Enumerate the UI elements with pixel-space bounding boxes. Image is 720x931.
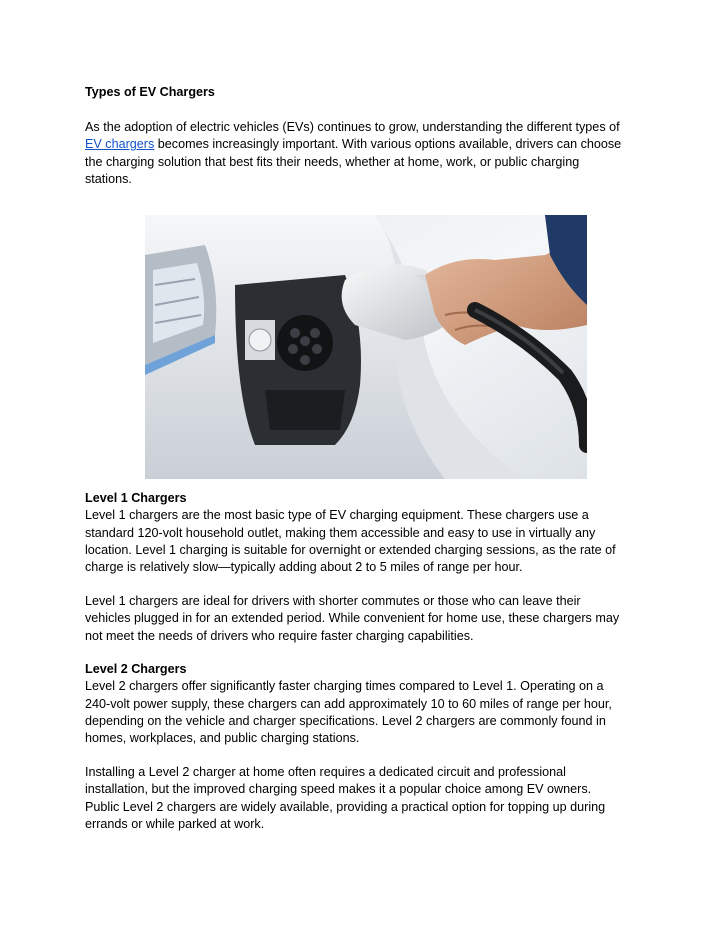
paragraph-line: Installing a Level 2 charger at home often requires a dedicated circuit and professional	[85, 765, 566, 779]
paragraph-line: errands or while parked at work.	[85, 816, 265, 831]
intro-line: the charging solution that best fits their needs, whether at home, work, or public charging	[85, 154, 580, 169]
intro-line: As the adoption of electric vehicles (EVs) continues to grow, understanding the different types of	[85, 120, 620, 134]
intro-line	[85, 136, 645, 153]
paragraph-line: Public Level 2 chargers are widely available, providing a practical option for topping up during	[85, 799, 606, 814]
paragraph-line: Level 2 chargers offer significantly faster charging times compared to Level 1. Operating on a	[85, 679, 604, 694]
paragraph-line: not meet the needs of drivers who require faster charging capabilities.	[85, 628, 474, 643]
page-title: Types of EV Chargers	[85, 85, 215, 99]
paragraph-line: 240-volt power supply, these chargers can add approximately 10 to 60 miles of range per hour,	[85, 696, 612, 711]
intro-line: stations.	[85, 171, 132, 186]
paragraph-line: charge is relatively slow—typically adding about 2 to 5 miles of range per hour.	[85, 560, 523, 575]
paragraph-line: installation, but the improved charging speed makes it a popular choice among EV owners.	[85, 782, 592, 797]
level2-section	[85, 661, 645, 747]
paragraph-line: standard 120-volt household outlet, making them accessible and easy to use in virtually any	[85, 525, 596, 540]
level2-paragraph-2	[85, 764, 645, 833]
ev-chargers-link[interactable]: EV chargers	[85, 137, 155, 152]
intro-line-text: becomes increasingly important. With various options available, drivers can choose	[154, 137, 622, 152]
ev-charging-photo	[145, 215, 587, 479]
section-heading: Level 1 Chargers	[85, 491, 187, 505]
intro-paragraph	[85, 119, 645, 188]
paragraph-line: location. Level 1 charging is suitable for overnight or extended charging sessions, as the rate of	[85, 542, 616, 557]
paragraph-line: Level 1 chargers are the most basic type of EV charging equipment. These chargers use a	[85, 508, 589, 523]
paragraph-line: vehicles plugged in for an extended period. While convenient for home use, these chargers may	[85, 611, 620, 626]
paragraph-line: homes, workplaces, and public charging stations.	[85, 731, 360, 746]
level1-section	[85, 490, 645, 576]
paragraph-line: Level 1 chargers are ideal for drivers with shorter commutes or those who can leave their	[85, 594, 581, 608]
paragraph-line: depending on the vehicle and charger specifications. Level 2 chargers are commonly found in	[85, 713, 606, 728]
level1-paragraph-2	[85, 593, 645, 645]
section-heading: Level 2 Chargers	[85, 662, 187, 676]
